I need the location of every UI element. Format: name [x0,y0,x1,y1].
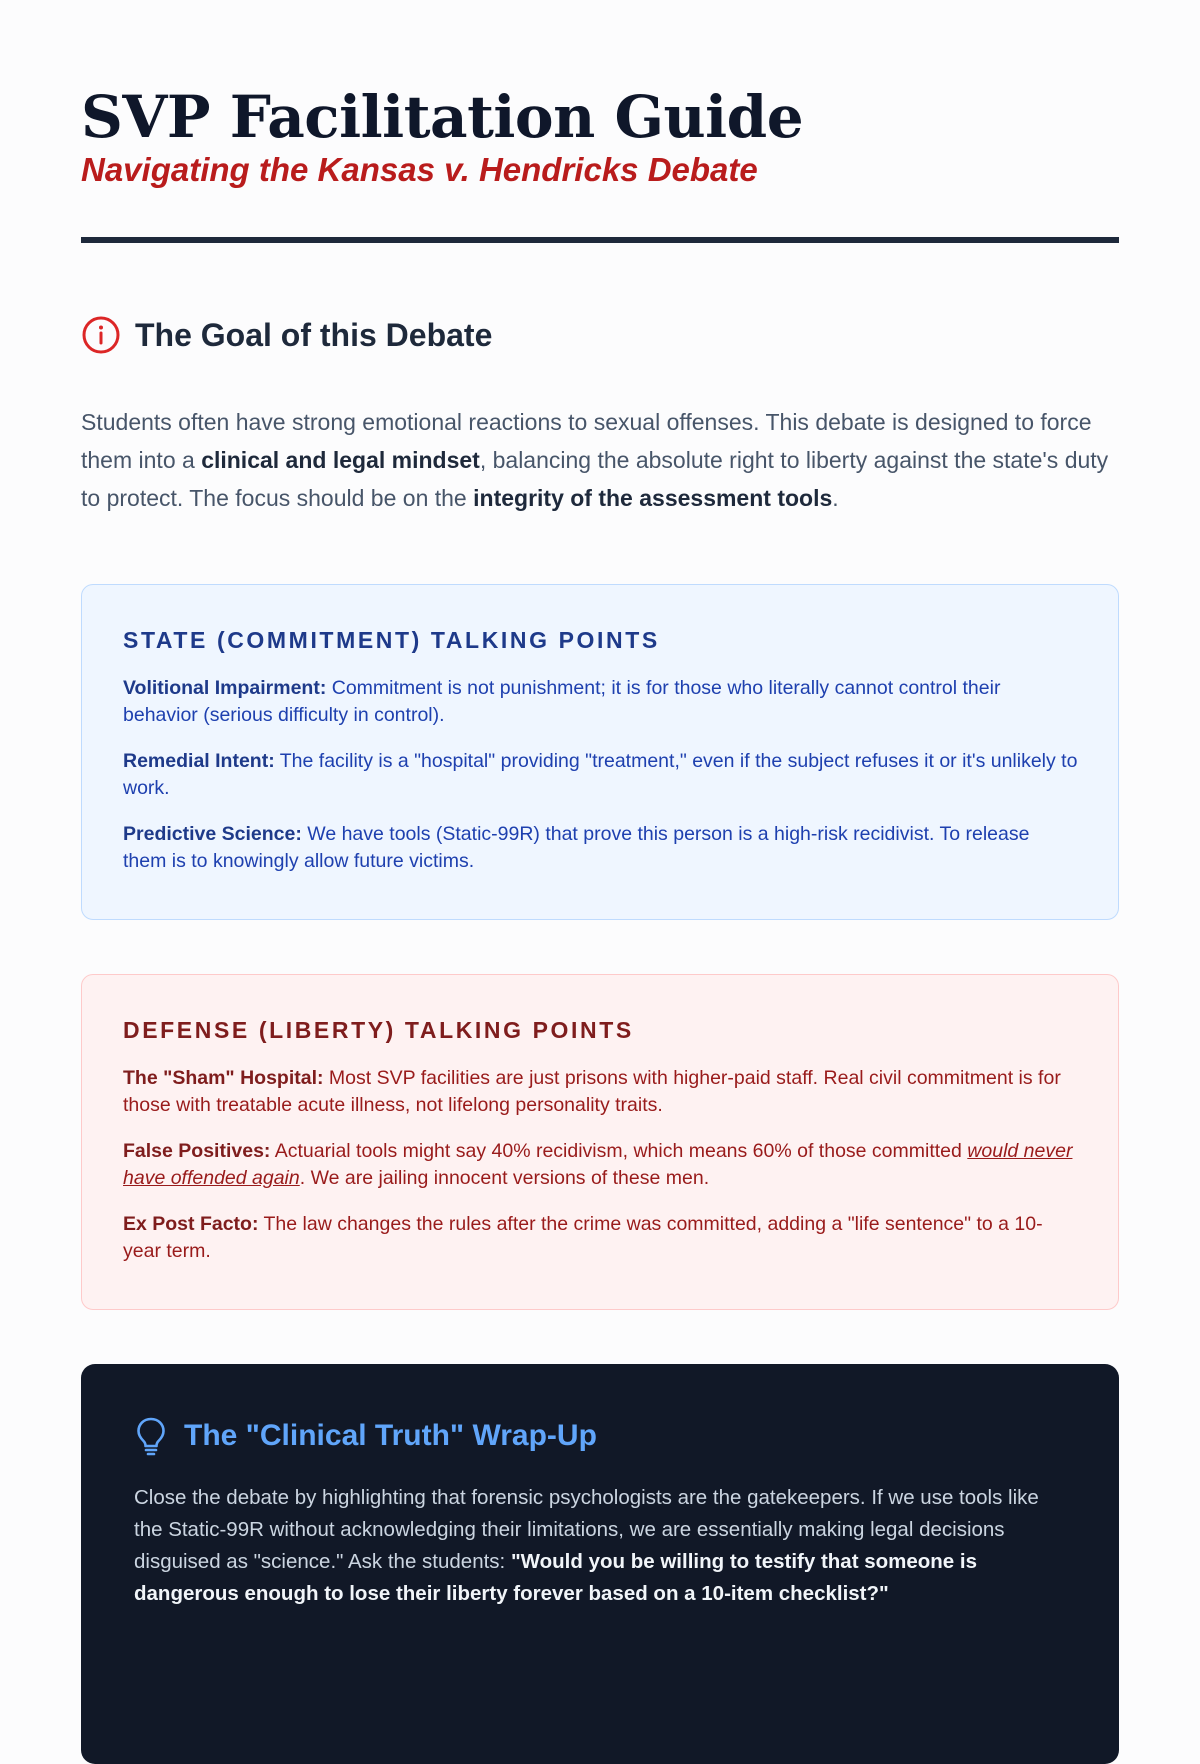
defense-heading: DEFENSE (LIBERTY) TALKING POINTS [123,1017,634,1043]
state-talking-points-card [81,584,1119,920]
state-heading: STATE (COMMITMENT) TALKING POINTS [123,627,660,653]
goal-description [81,403,1119,517]
goal-heading: The Goal of this Debate [135,317,493,353]
defense-point-label: The "Sham" Hospital: [123,1067,324,1089]
state-point-label: Volitional Impairment: [123,677,327,699]
info-circle-icon [81,315,121,355]
defense-point-text: Most SVP facilities are just prisons with higher-paid staff. Real civil commitment is for those with treatable acute illness, not lifelong personality traits. [123,1067,1061,1116]
state-point [123,748,1078,802]
state-point-text: We have tools (Static-99R) that prove this person is a high-risk recidivist. To release them is to knowingly allow future victims. [123,823,1030,872]
state-point-label: Remedial Intent: [123,750,275,772]
state-point-label: Predictive Science: [123,823,302,845]
state-point [123,821,1078,875]
defense-point-text: Actuarial tools might say 40% recidivism, which means 60% of those committed [270,1140,968,1162]
goal-emphasis-mindset: clinical and legal mindset [201,447,480,473]
wrapup-heading: The "Clinical Truth" Wrap-Up [184,1419,597,1452]
page-subtitle: Navigating the Kansas v. Hendricks Debate [81,151,758,188]
defense-point-text: The law changes the rules after the crime was committed, adding a "life sentence" to a 10-year term. [123,1213,1043,1262]
defense-point-text: . We are jailing innocent versions of these men. [299,1167,710,1189]
state-point-text: Commitment is not punishment; it is for those who literally cannot control their behavior (serious difficulty in control). [123,677,1001,726]
goal-text-part: , balancing the absolute right to liberty against the state's duty to protect. The focus should be on the [81,447,1109,511]
state-point-text: The facility is a "hospital" providing "treatment," even if the subject refuses it or it's unlikely to work. [123,750,1078,799]
defense-point-label: False Positives: [123,1140,271,1162]
state-point [123,675,1078,729]
wrapup-text-body: Close the debate by highlighting that forensic psychologists are the gatekeepers. If we use tools like the Static-99R without acknowledging their limitations, we are essentially making legal decisions disguised as "science." Ask the students: [134,1486,1039,1573]
header-divider [81,237,1119,243]
page-title: SVP Facilitation Guide [81,83,804,151]
wrapup-text [134,1482,1066,1610]
defense-point [123,1065,1078,1119]
goal-text-part: . [832,485,839,511]
lightbulb-icon [134,1416,168,1456]
defense-point-label: Ex Post Facto: [123,1213,259,1235]
defense-point [123,1138,1078,1192]
goal-emphasis-tools: integrity of the assessment tools [473,485,833,511]
defense-point-emphasis: would never have offended again [123,1140,1073,1189]
wrapup-question: "Would you be willing to testify that someone is dangerous enough to lose their liberty forever based on a 10-item checklist?" [134,1550,978,1605]
wrapup-card [81,1364,1119,1764]
defense-point [123,1211,1078,1265]
goal-text-part: Students often have strong emotional reactions to sexual offenses. This debate is designed to force them into a [81,409,1092,473]
wrapup-header [134,1416,1066,1456]
goal-section-header [81,315,1119,355]
defense-talking-points-card [81,974,1119,1310]
